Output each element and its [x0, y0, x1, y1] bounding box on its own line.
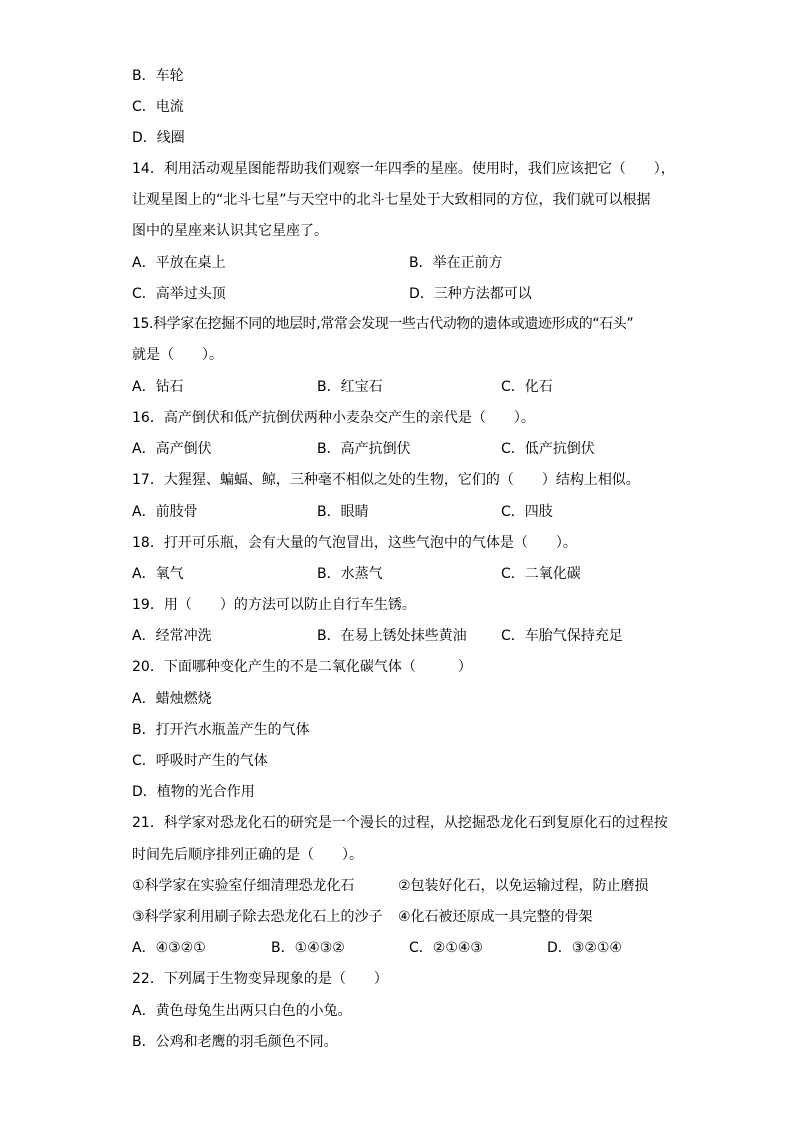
question-15-text-cont: 就是（ ）。 — [132, 347, 223, 363]
question-19-option-a: A．经常冲洗 — [132, 628, 212, 644]
question-18-text: 18．打开可乐瓶，会有大量的气泡冒出，这些气泡中的气体是（ ）。 — [132, 535, 577, 551]
question-22-text: 22．下列属于生物变异现象的是（ ） — [132, 971, 388, 987]
question-16-option-b: B．高产抗倒伏 — [317, 441, 411, 457]
question-22-option-a: A．黄色母兔生出两只白色的小兔。 — [132, 1003, 352, 1019]
question-19-option-c: C．车胎气保持充足 — [501, 628, 623, 644]
question-22-option-b: B．公鸡和老鹰的羽毛颜色不同。 — [132, 1034, 338, 1050]
question-18-option-a: A．氧气 — [132, 566, 184, 582]
question-20-option-c: C．呼吸时产生的气体 — [132, 753, 268, 769]
question-15-text: 15.科学家在挖掘不同的地层时,常常会发现一些古代动物的遗体或遗迹形成的“石头” — [132, 316, 634, 332]
question-21-option-a: A．④③②① — [132, 940, 206, 956]
question-14-option-c: C．高举过头顶 — [132, 286, 226, 302]
question-21-text: 21．科学家对恐龙化石的研究是一个漫长的过程，从挖掘恐龙化石到复原化石的过程按 — [132, 815, 668, 831]
question-17-text: 17．大猩猩、蝙蝠、鲸，三种毫不相似之处的生物，它们的（ ）结构上相似。 — [132, 472, 640, 488]
question-18-option-b: B．水蒸气 — [317, 566, 383, 582]
question-21-text-cont: 时间先后顺序排列正确的是（ ）。 — [132, 847, 363, 863]
question-14-option-d: D．三种方法都可以 — [409, 286, 532, 302]
question-19-text: 19．用（ ）的方法可以防止自行车生锈。 — [132, 597, 416, 613]
question-20-text: 20．下面哪种变化产生的不是二氧化碳气体（ ） — [132, 659, 472, 675]
question-21-option-c: C．②①④③ — [409, 940, 483, 956]
question-20-option-a: A．蜡烛燃烧 — [132, 691, 212, 707]
question-17-option-c: C．四肢 — [501, 504, 553, 520]
question-21-option-d: D．③②①④ — [547, 940, 622, 956]
question-15-option-a: A．钻石 — [132, 379, 184, 395]
question-20-option-b: B．打开汽水瓶盖产生的气体 — [132, 722, 310, 738]
question-16-option-a: A．高产倒伏 — [132, 441, 212, 457]
question-21-option-b: B．①④③② — [271, 940, 345, 956]
question-14-text: 14．利用活动观星图能帮助我们观察一年四季的星座。使用时，我们应该把它（ ）， — [132, 161, 675, 177]
question-19-option-b: B．在易上锈处抹些黄油 — [317, 628, 467, 644]
option-d: D．线圈 — [132, 130, 185, 146]
question-21-step-4: ④化石被还原成一具完整的骨架 — [398, 909, 593, 925]
question-21-step-2: ②包装好化石，以免运输过程，防止磨损 — [398, 878, 649, 894]
question-14-option-b: B．举在正前方 — [409, 255, 503, 271]
question-20-option-d: D．植物的光合作用 — [132, 784, 255, 800]
question-17-option-b: B．眼睛 — [317, 504, 369, 520]
question-14-text-cont: 让观星图上的“北斗七星”与天空中的北斗七星处于大致相同的方位，我们就可以根据 — [132, 192, 651, 208]
question-14-option-a: A．平放在桌上 — [132, 255, 226, 271]
question-14-text-cont: 图中的星座来认识其它星座了。 — [132, 223, 328, 239]
option-c: C．电流 — [132, 99, 184, 115]
question-15-option-c: C．化石 — [501, 379, 553, 395]
option-b: B．车轮 — [132, 68, 184, 84]
question-17-option-a: A．前肢骨 — [132, 504, 198, 520]
question-16-option-c: C．低产抗倒伏 — [501, 441, 595, 457]
question-16-text: 16．高产倒伏和低产抗倒伏两种小麦杂交产生的亲代是（ ）。 — [132, 410, 535, 426]
question-21-step-3: ③科学家利用刷子除去恐龙化石上的沙子 — [132, 909, 383, 925]
question-15-option-b: B．红宝石 — [317, 379, 383, 395]
question-18-option-c: C．二氧化碳 — [501, 566, 581, 582]
question-21-step-1: ①科学家在实验室仔细清理恐龙化石 — [132, 878, 355, 894]
